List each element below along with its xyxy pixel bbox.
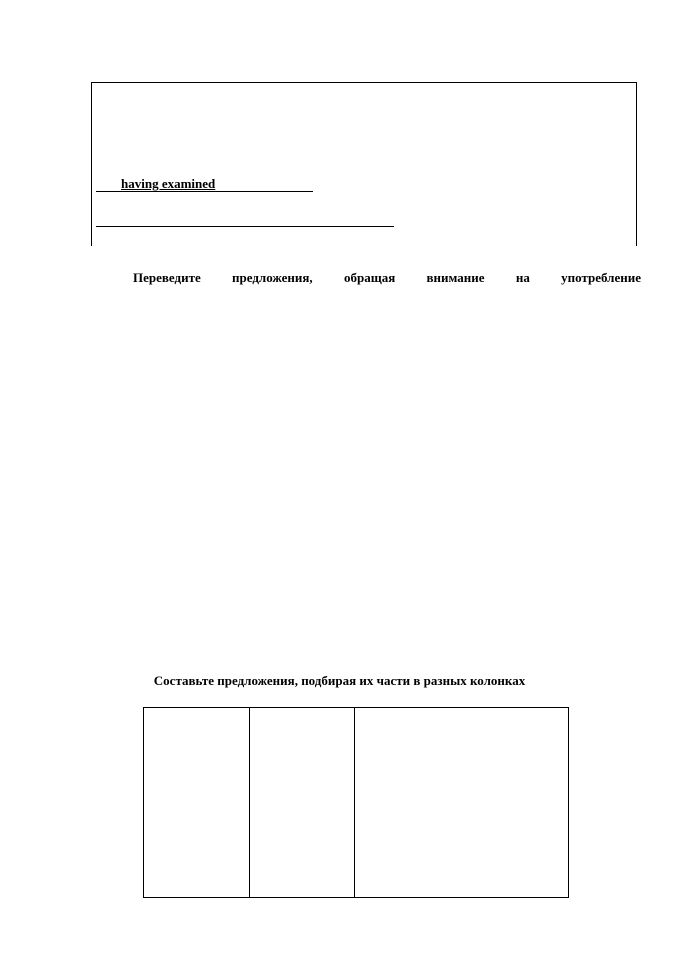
- answer-line-example: [96, 175, 313, 192]
- translate-instruction: Переведите предложения, обращая внимание на употребление: [133, 270, 641, 285]
- answer-line-blank: [96, 226, 394, 227]
- compose-instruction: Составьте предложения, подбирая их части в разных колонках: [153, 673, 526, 688]
- table-row: [144, 708, 569, 898]
- columns-table: [143, 707, 569, 898]
- answer-example-text: having examined: [121, 176, 216, 191]
- column-2-cell: [249, 708, 355, 898]
- exercise-box: [91, 82, 637, 246]
- column-1-cell: [144, 708, 250, 898]
- column-3-cell: [355, 708, 569, 898]
